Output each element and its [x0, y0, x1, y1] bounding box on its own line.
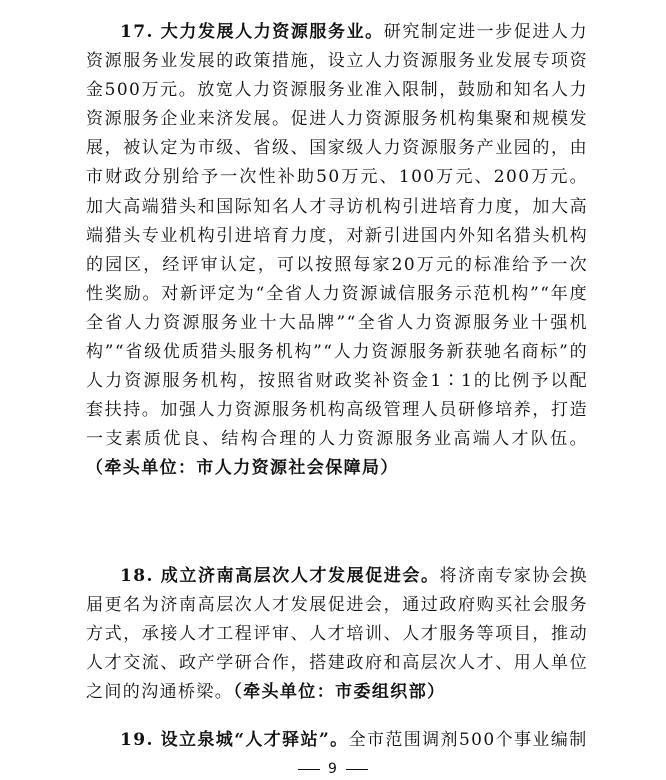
paragraph-heading: 成立济南高层次人才发展促进会。 [160, 566, 440, 586]
paragraph-heading: 设立泉城“人才驿站”。 [160, 730, 349, 750]
footer-dash-left [298, 769, 320, 770]
paragraph-heading: 大力发展人力资源服务业。 [160, 22, 384, 42]
paragraph-body: 全市范围调剂500个事业编制 [348, 730, 588, 750]
paragraph-18 [86, 562, 588, 707]
paragraph-number: 17. [120, 22, 154, 42]
lead-unit: （牵头单位：市人力资源社会保障局） [86, 458, 399, 479]
lead-unit: （牵头单位：市委组织部） [233, 682, 446, 703]
paragraph-number: 19. [120, 730, 154, 750]
page-number: 9 [328, 761, 338, 777]
paragraph-body: 研究制定进一步促进人力资源服务业发展的政策措施，设立人力资源服务业发展专项资金500万元。放宽人力资源服务业准入限制，鼓励和知名人力资源服务企业来济发展。促进人力资源服务机构集聚和规模发展，被认定为市级、省级、国家级人力资源服务产业园的，由市财政分别给予一次性补助50万元、100万元、200万元。加大高端猎头和国际知名人才寻访机构引进培育力度，加大高端猎头专业机构引进培育力度，对新引进国内外知名猎头机构的园区，经评审认定，可以按照每家20万元的标准给予一次性奖励。对新评定为“全省人力资源诚信服务示范机构”“年度全省人力资源服务业十大品牌”“全省人力资源服务业十强机构”“省级优质猎头服务机构”“人力资源服务新获驰名商标”的人力资源服务机构，按照省财政奖补资金1∶1的比例予以配套扶持。加强人力资源服务机构高级管理人员研修培养，打造一支素质优良、结构合理的人力资源服务业高端人才队伍。 [86, 22, 588, 450]
paragraph-19 [86, 726, 588, 756]
paragraph-body: 将济南专家协会换届更名为济南高层次人才发展促进会，通过政府购买社会服务方式，承接人才工程评审、人才培训、人才服务等项目，推动人才交流、政产学研合作，搭建政府和高层次人才、用人单位之间的沟通桥梁。 [86, 566, 589, 703]
footer-dash-right [346, 769, 368, 770]
page-footer [0, 761, 666, 777]
paragraph-number: 18. [120, 566, 154, 586]
paragraph-17 [86, 18, 588, 484]
